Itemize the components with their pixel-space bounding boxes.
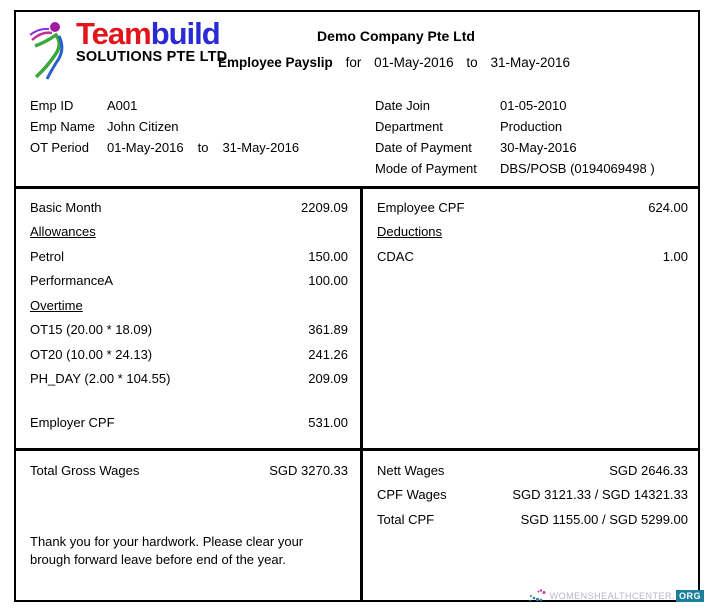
header-titles xyxy=(16,12,698,70)
info-row: Date Join 01-05-2010 xyxy=(375,98,567,113)
summary-row: CPF Wages SGD 3121.33 / SGD 14321.33 xyxy=(377,487,688,503)
earnings-row: OT20 (10.00 * 24.13) 241.26 xyxy=(30,346,348,362)
info-row: Date of Payment 30-May-2016 xyxy=(375,140,577,155)
deduction-row: CDAC 1.00 xyxy=(377,248,688,264)
watermark-dots-icon xyxy=(528,588,548,603)
period-from: 01-May-2016 xyxy=(374,55,454,70)
header xyxy=(16,12,698,90)
payslip-document xyxy=(14,10,700,602)
employee-info-right xyxy=(375,95,655,179)
earnings-section-header: Overtime xyxy=(30,297,83,313)
info-row: Mode of Payment DBS/POSB (0194069498 ) xyxy=(375,161,655,176)
watermark xyxy=(528,588,704,603)
earnings-row: OT15 (20.00 * 18.09) 361.89 xyxy=(30,322,348,338)
logo-brand-name: Teambuild xyxy=(76,16,220,51)
info-row: Emp ID A001 xyxy=(30,98,138,113)
thank-you-message: Thank you for your hardwork. Please clear your brough forward leave before end of the year. xyxy=(30,533,304,567)
earnings-cell xyxy=(16,189,360,448)
earnings-row: Petrol 150.00 xyxy=(30,248,348,264)
watermark-text: WOMENSHEALTHCENTER. xyxy=(549,590,675,601)
payslip-title: Employee Payslip for 01-May-2016 to 31-May-2016 xyxy=(218,55,570,70)
payslip-label: Employee Payslip xyxy=(218,55,333,70)
blank-row xyxy=(30,391,348,410)
earnings-row: Employer CPF 531.00 xyxy=(30,414,348,430)
watermark-org-badge: ORG xyxy=(676,590,704,602)
earnings-row: PerformanceA 100.00 xyxy=(30,273,348,289)
period-to: 31-May-2016 xyxy=(490,55,570,70)
summary-row: Total Gross Wages SGD 3270.33 xyxy=(30,462,348,478)
company-title: Demo Company Pte Ltd xyxy=(317,28,475,44)
summary-right-cell xyxy=(360,451,698,600)
earnings-section-header: Allowances xyxy=(30,224,96,240)
logo-subtitle: SOLUTIONS PTE LTD xyxy=(76,49,228,65)
info-row: OT Period 01-May-2016 to 31-May-2016 xyxy=(30,140,300,155)
deductions-section-header: Deductions xyxy=(377,224,443,240)
summary-left-cell xyxy=(16,451,360,600)
info-row: Emp Name John Citizen xyxy=(30,119,179,134)
employee-info-section xyxy=(16,90,698,186)
deduction-row: Employee CPF 624.00 xyxy=(377,199,688,215)
info-row: Department Production xyxy=(375,119,563,134)
earnings-row: PH_DAY (2.00 * 104.55) 209.09 xyxy=(30,371,348,387)
summary-section xyxy=(16,448,698,600)
summary-row: Nett Wages SGD 2646.33 xyxy=(377,462,688,478)
earnings-row: Basic Month 2209.09 xyxy=(30,199,348,215)
deductions-cell xyxy=(360,189,698,448)
earnings-deductions-section xyxy=(16,186,698,448)
employee-info-left xyxy=(30,95,299,158)
summary-row: Total CPF SGD 1155.00 / SGD 5299.00 xyxy=(377,511,688,527)
